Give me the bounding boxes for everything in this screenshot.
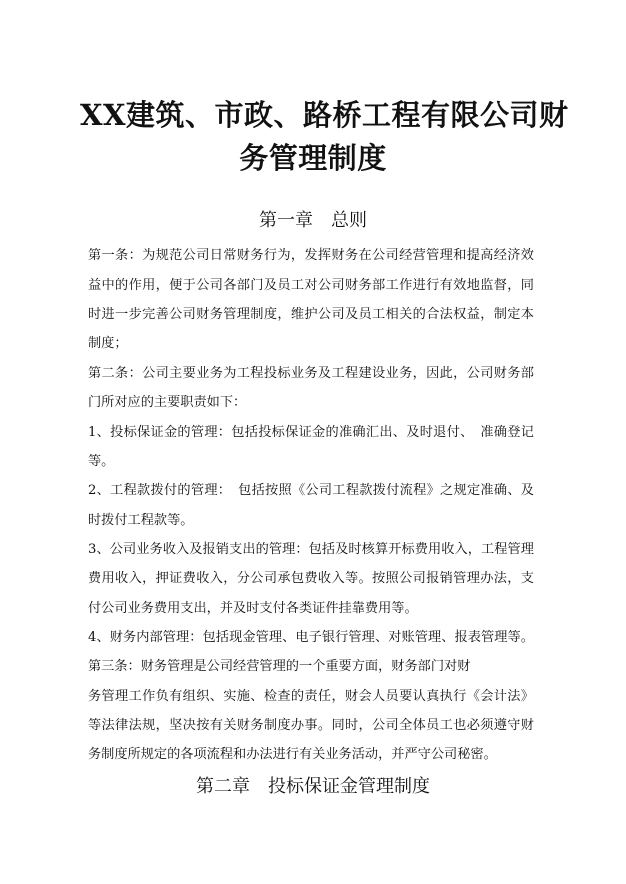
article-3-line-3: 等法律法规，坚决按有关财务制度办事。同时，公司全体员工也必须遵守财 xyxy=(88,718,534,733)
article-3-line-1: 第三条：财务管理是公司经营管理的一个重要方面，财务部门对财 xyxy=(88,659,471,674)
article-1-line-3: 时进一步完善公司财务管理制度，维护公司及员工相关的合法权益，制定本 xyxy=(88,307,534,322)
document-title-line-1: XX建筑、市政、路桥工程有限公司财 xyxy=(80,98,569,132)
duty-1-line-1: 1、投标保证金的管理：包括投标保证金的准确汇出、及时退付、 准确登记 xyxy=(88,425,534,440)
duty-1-line-2: 等。 xyxy=(88,454,115,469)
duty-4-line-1: 4、财务内部管理：包括现金管理、电子银行管理、对账管理、报表管理等。 xyxy=(88,630,534,645)
article-1-line-2: 益中的作用，便于公司各部门及员工对公司财务部工作进行有效地监督，同 xyxy=(88,278,534,293)
article-1-line-4: 制度； xyxy=(88,336,128,351)
chapter-heading-1: 第一章 总则 xyxy=(259,210,367,231)
article-1-line-1: 第一条：为规范公司日常财务行为，发挥财务在公司经营管理和提高经济效 xyxy=(88,248,534,263)
document-title-line-2: 务管理制度 xyxy=(239,141,387,175)
duty-3-line-3: 付公司业务费用支出，并及时支付各类证件挂靠费用等。 xyxy=(88,601,418,616)
duty-3-line-2: 费用收入，押证费收入，分公司承包费收入等。按照公司报销管理办法，支 xyxy=(88,571,534,586)
duty-2-line-2: 时拨付工程款等。 xyxy=(88,513,194,528)
article-2-line-1: 第二条：公司主要业务为工程投标业务及工程建设业务，因此，公司财务部 xyxy=(88,366,534,381)
chapter-heading-2: 第二章 投标保证金管理制度 xyxy=(196,776,430,797)
duty-3-line-1: 3、公司业务收入及报销支出的管理：包括及时核算开标费用收入，工程管理 xyxy=(88,542,534,557)
duty-2-line-1: 2、工程款拨付的管理： 包括按照《公司工程款拨付流程》之规定准确、及 xyxy=(88,483,534,498)
article-3-line-4: 务制度所规定的各项流程和办法进行有关业务活动，并严守公司秘密。 xyxy=(88,747,497,762)
article-3-line-2: 务管理工作负有组织、实施、检查的责任，财会人员要认真执行《会计法》 xyxy=(88,689,534,704)
article-2-line-2: 门所对应的主要职责如下： xyxy=(88,395,247,410)
